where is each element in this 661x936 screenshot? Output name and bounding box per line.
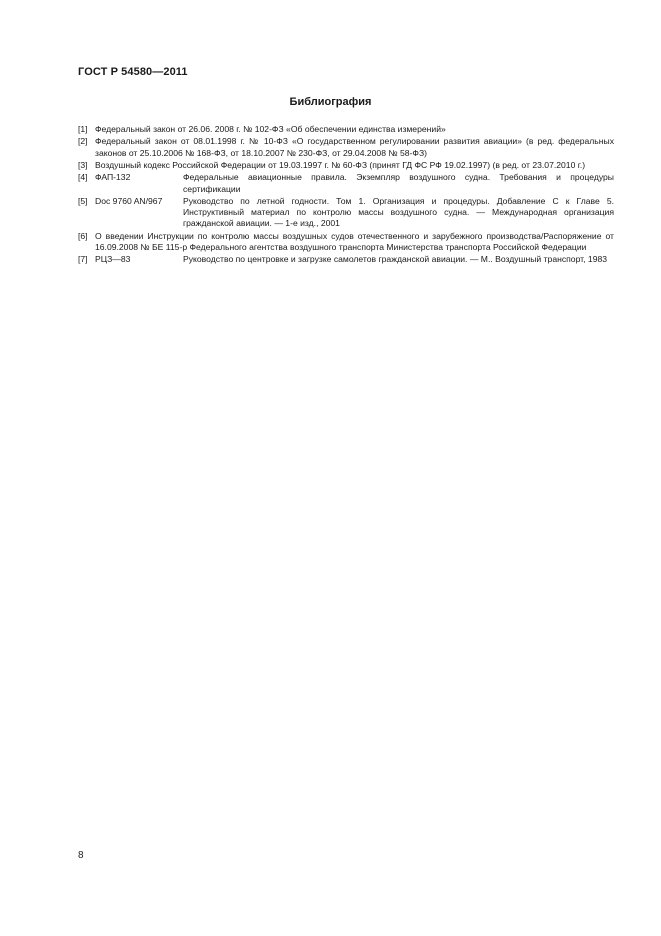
bibliography-entry-5 [78,196,614,230]
bibliography-list [78,124,614,267]
entry-number: [4] [78,172,88,183]
bibliography-entry-3 [78,160,614,171]
entry-number: [5] [78,195,88,206]
bibliography-title: Библиография [289,96,372,108]
entry-text: Воздушный кодекс Российской Федерации от 19.03.1997 г. № 60-ФЗ (принят ГД ФС РФ 19.02.1997) (в ред. от 23.07.2010 г.) [95,159,586,170]
entry-number: [2] [78,136,88,147]
entry-number: [1] [78,124,88,134]
document-header: ГОСТ Р 54580—2011 [78,66,188,78]
bibliography-entry-7 [78,254,614,265]
entry-text: Руководство по летной годности. Том 1. Организация и процедуры. Добавление С к Главе 5. Инструктивный материал по контролю массы воздушного судна. — Международная организация гражданской авиации. — 1-е изд., 2001 [183,195,614,229]
entry-text: О введении Инструкции по контролю массы воздушных судов отечественного и зарубежного производства/Распоряжение от 16.09.2008 № БЕ 115-р Федерального агентства воздушного транспорта Министерства транспорта Российской Федерации [95,230,614,252]
entry-text: Федеральные авиационные правила. Экземпляр воздушного судна. Требования и процедуры сертификации [183,172,614,194]
entry-code: Doc 9760 AN/967 [95,195,163,206]
bibliography-entry-6 [78,231,614,253]
bibliography-entry-4 [78,172,614,194]
entry-number: [6] [78,230,88,241]
entry-code: РЦЗ—83 [95,254,131,265]
page-number: 8 [78,850,84,861]
bibliography-entry-2 [78,136,614,158]
entry-number: [3] [78,159,88,170]
entry-number: [7] [78,254,88,265]
entry-text: Руководство по центровке и загрузке самолетов гражданской авиации. — М.. Воздушный транспорт, 1983 [183,254,608,265]
entry-text: Федеральный закон от 08.01.1998 г. № 10-ФЗ «О государственном регулировании развития авиации» (в ред. федеральных законов от 25.10.2006 № 168-ФЗ, от 18.10.2007 № 230-ФЗ, от 29.04.2008 № 58-ФЗ) [95,136,614,158]
entry-code: ФАП-132 [95,172,131,183]
bibliography-entry-1 [78,124,614,135]
entry-text: Федеральный закон от 26.06. 2008 г. № 102-ФЗ «Об обеспечении единства измерений» [95,124,446,134]
